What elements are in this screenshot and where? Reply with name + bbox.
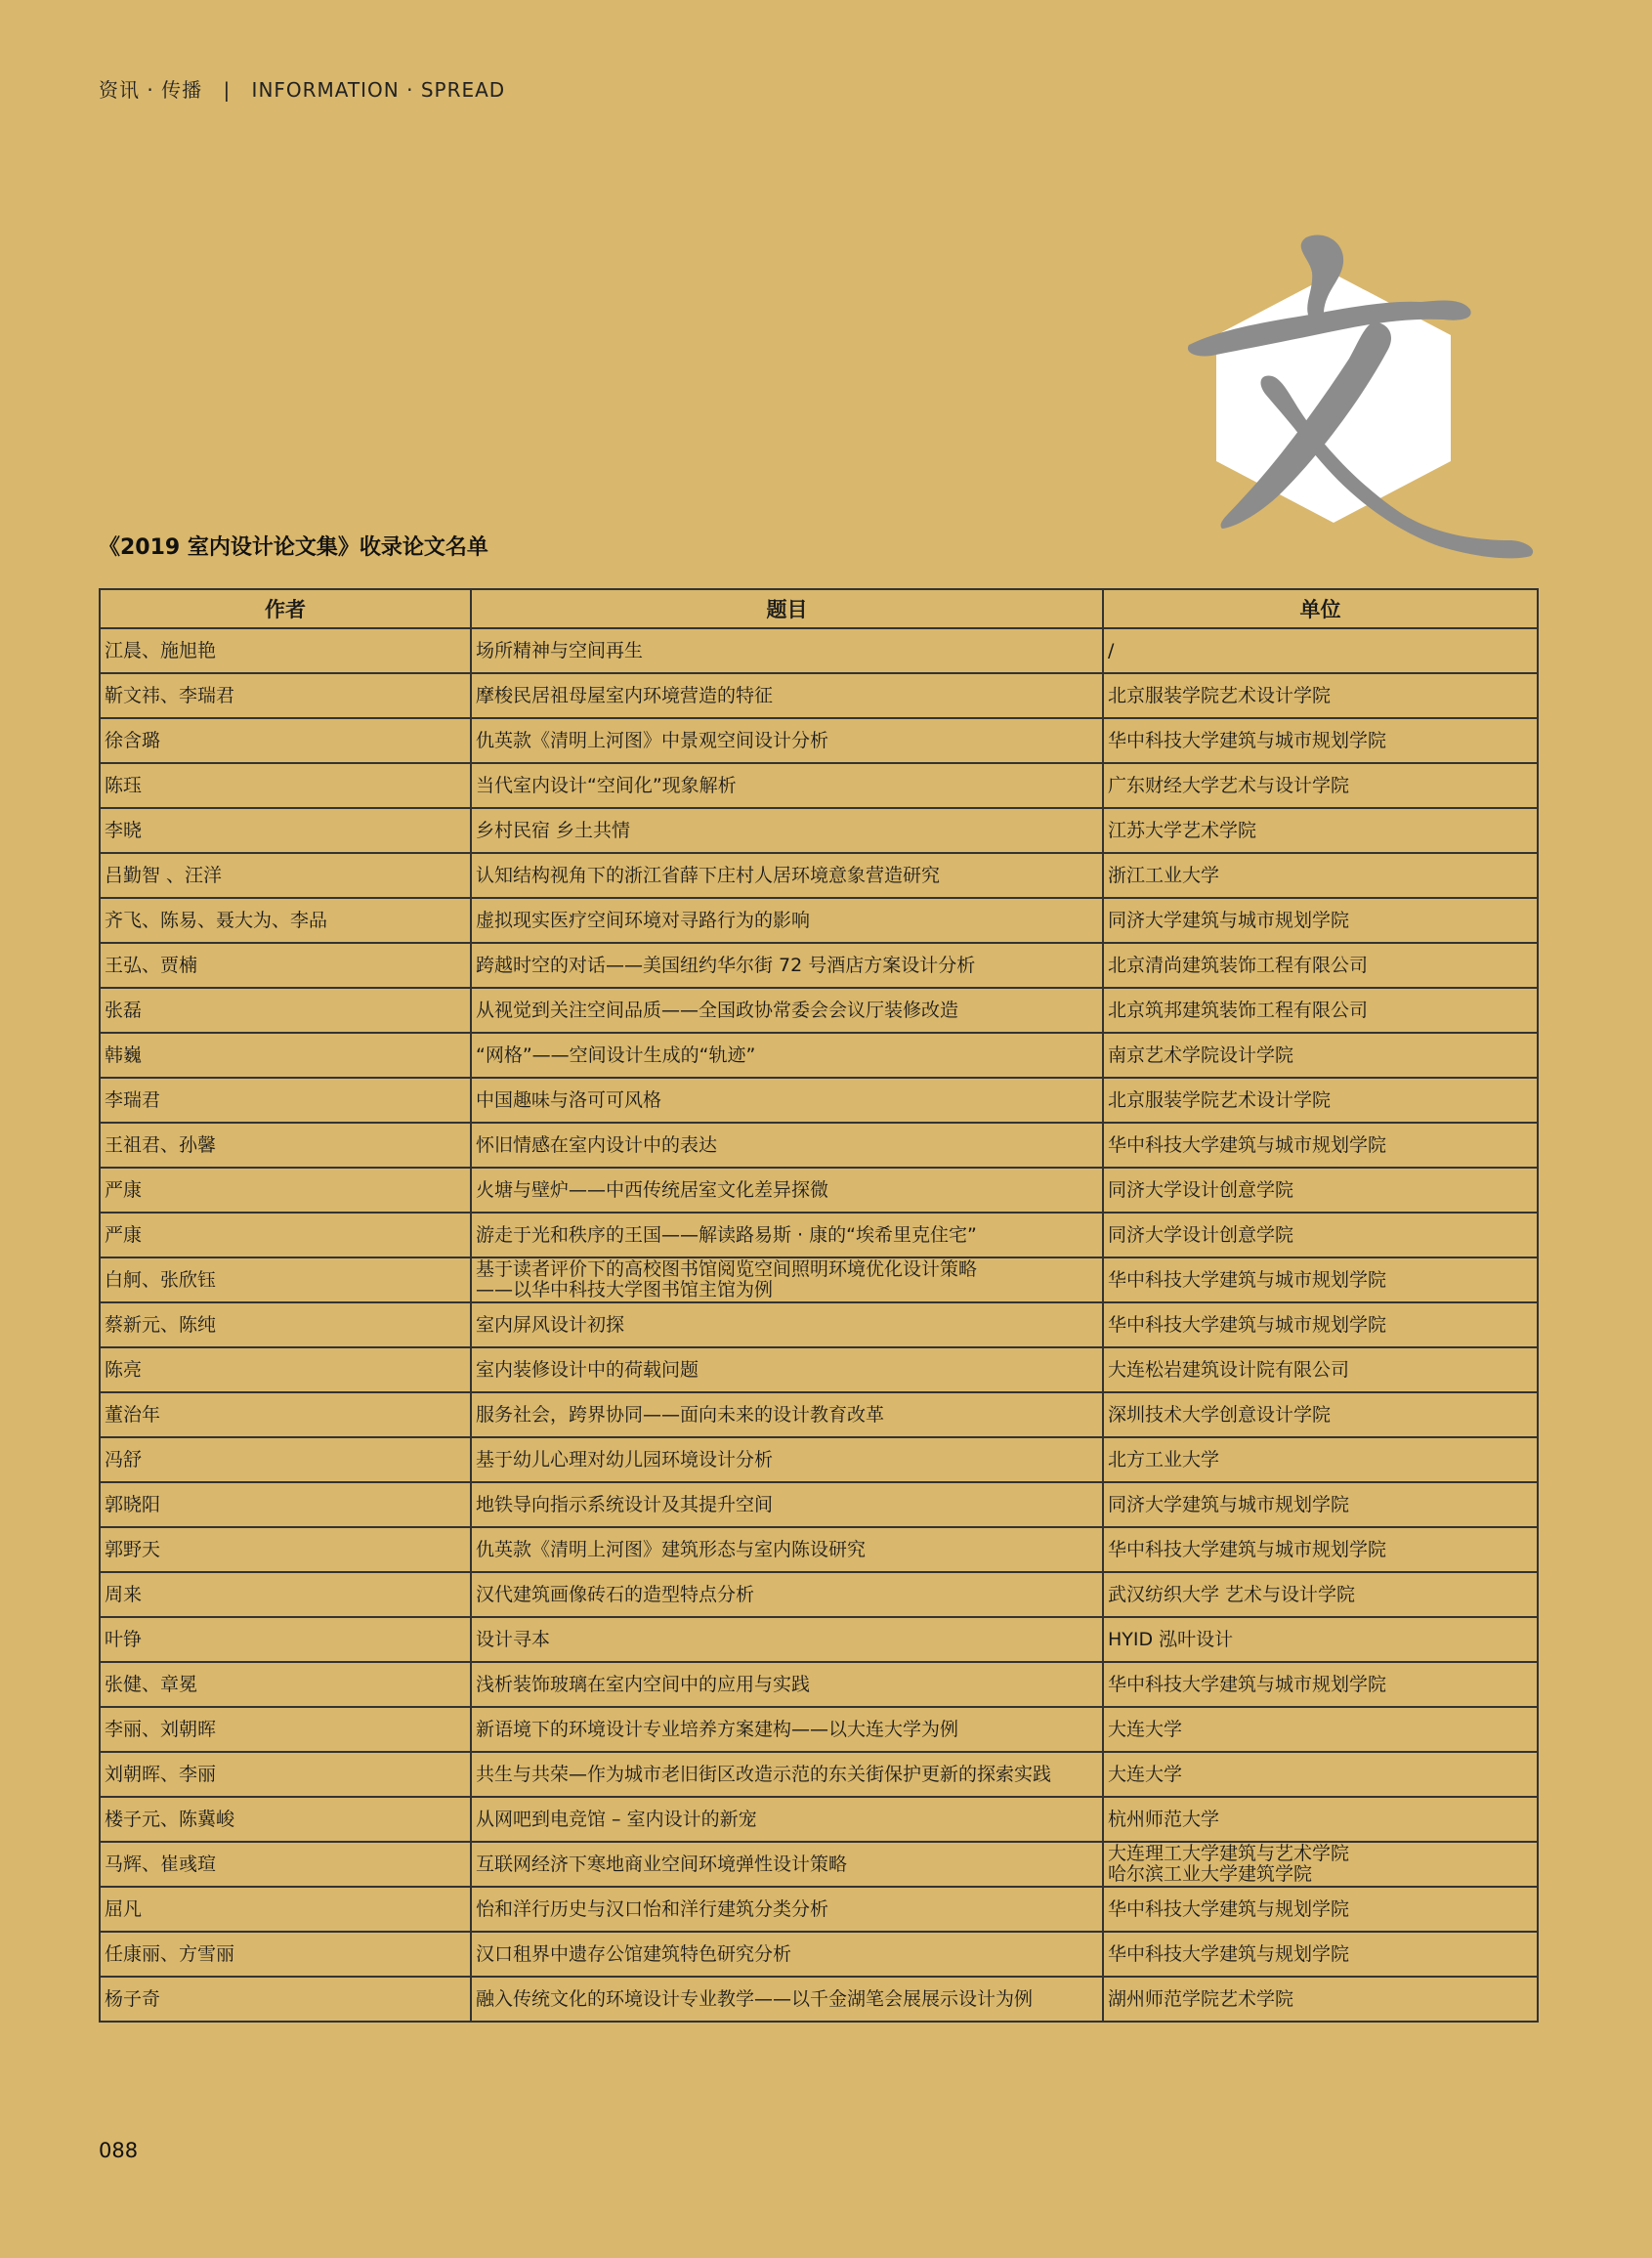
affiliation-cell: 大连理工大学建筑与艺术学院 哈尔滨工业大学建筑学院 xyxy=(1103,1842,1538,1887)
affiliation-cell: HYID 泓叶设计 xyxy=(1103,1617,1538,1662)
author-cell: 李瑞君 xyxy=(100,1078,471,1123)
author-cell: 张磊 xyxy=(100,988,471,1033)
author-cell: 齐飞、陈易、聂大为、李品 xyxy=(100,898,471,943)
author-cell: 王弘、贾楠 xyxy=(100,943,471,988)
table-row xyxy=(100,1257,1538,1302)
table-row xyxy=(100,1302,1538,1347)
author-cell: 郭晓阳 xyxy=(100,1482,471,1527)
affiliation-cell: 湖州师范学院艺术学院 xyxy=(1103,1977,1538,2022)
author-cell: 李晓 xyxy=(100,808,471,853)
affiliation-cell: 大连大学 xyxy=(1103,1752,1538,1797)
title-cell: 游走于光和秩序的王国——解读路易斯 · 康的“埃希里克住宅” xyxy=(471,1213,1103,1257)
table-row xyxy=(100,1977,1538,2022)
table-title: 《2019 室内设计论文集》收录论文名单 xyxy=(99,535,488,560)
page-number: 088 xyxy=(99,2139,139,2162)
title-cell: 室内屏风设计初探 xyxy=(471,1302,1103,1347)
title-cell: “网格”——空间设计生成的“轨迹” xyxy=(471,1033,1103,1078)
author-cell: 董治年 xyxy=(100,1392,471,1437)
table-row xyxy=(100,1662,1538,1707)
table-row xyxy=(100,718,1538,763)
table-row xyxy=(100,1123,1538,1168)
title-cell: 融入传统文化的环境设计专业教学——以千金湖笔会展展示设计为例 xyxy=(471,1977,1103,2022)
affiliation-cell: 武汉纺织大学 艺术与设计学院 xyxy=(1103,1572,1538,1617)
author-cell: 冯舒 xyxy=(100,1437,471,1482)
table-row xyxy=(100,1842,1538,1887)
affiliation-cell: / xyxy=(1103,628,1538,673)
title-cell: 浅析装饰玻璃在室内空间中的应用与实践 xyxy=(471,1662,1103,1707)
affiliation-cell: 北京服装学院艺术设计学院 xyxy=(1103,1078,1538,1123)
author-cell: 叶铮 xyxy=(100,1617,471,1662)
author-cell: 靳文祎、李瑞君 xyxy=(100,673,471,718)
title-cell: 摩梭民居祖母屋室内环境营造的特征 xyxy=(471,673,1103,718)
table-row xyxy=(100,1347,1538,1392)
author-cell: 陈珏 xyxy=(100,763,471,808)
table-row xyxy=(100,1932,1538,1977)
author-cell: 李丽、刘朝晖 xyxy=(100,1707,471,1752)
title-cell: 基于读者评价下的高校图书馆阅览空间照明环境优化设计策略 ——以华中科技大学图书馆主馆为例 xyxy=(471,1257,1103,1302)
wen-calligraphy-emblem xyxy=(1177,230,1544,562)
affiliation-cell: 大连松岩建筑设计院有限公司 xyxy=(1103,1347,1538,1392)
title-cell: 室内装修设计中的荷载问题 xyxy=(471,1347,1103,1392)
affiliation-cell: 华中科技大学建筑与城市规划学院 xyxy=(1103,1662,1538,1707)
title-cell: 互联网经济下寒地商业空间环境弹性设计策略 xyxy=(471,1842,1103,1887)
affiliation-cell: 华中科技大学建筑与城市规划学院 xyxy=(1103,1123,1538,1168)
affiliation-cell: 同济大学建筑与城市规划学院 xyxy=(1103,1482,1538,1527)
title-cell: 场所精神与空间再生 xyxy=(471,628,1103,673)
title-cell: 设计寻本 xyxy=(471,1617,1103,1662)
title-cell: 汉口租界中遗存公馆建筑特色研究分析 xyxy=(471,1932,1103,1977)
table-row xyxy=(100,1617,1538,1662)
table-row xyxy=(100,988,1538,1033)
table-row xyxy=(100,1797,1538,1842)
title-cell: 仇英款《清明上河图》建筑形态与室内陈设研究 xyxy=(471,1527,1103,1572)
author-cell: 王祖君、孙馨 xyxy=(100,1123,471,1168)
table-row xyxy=(100,1168,1538,1213)
table-row xyxy=(100,898,1538,943)
running-header xyxy=(99,74,505,103)
author-cell: 徐含璐 xyxy=(100,718,471,763)
table-row xyxy=(100,673,1538,718)
affiliation-cell: 华中科技大学建筑与规划学院 xyxy=(1103,1887,1538,1932)
affiliation-cell: 北京服装学院艺术设计学院 xyxy=(1103,673,1538,718)
affiliation-cell: 江苏大学艺术学院 xyxy=(1103,808,1538,853)
title-cell: 从视觉到关注空间品质——全国政协常委会会议厅装修改造 xyxy=(471,988,1103,1033)
affiliation-cell: 北京清尚建筑装饰工程有限公司 xyxy=(1103,943,1538,988)
table-row xyxy=(100,763,1538,808)
author-cell: 陈亮 xyxy=(100,1347,471,1392)
table-row xyxy=(100,1392,1538,1437)
title-cell: 中国趣味与洛可可风格 xyxy=(471,1078,1103,1123)
affiliation-cell: 华中科技大学建筑与城市规划学院 xyxy=(1103,1257,1538,1302)
table-row xyxy=(100,1033,1538,1078)
affiliation-cell: 杭州师范大学 xyxy=(1103,1797,1538,1842)
author-cell: 严康 xyxy=(100,1213,471,1257)
table-row xyxy=(100,1707,1538,1752)
title-cell: 仇英款《清明上河图》中景观空间设计分析 xyxy=(471,718,1103,763)
author-cell: 白舸、张欣钰 xyxy=(100,1257,471,1302)
author-cell: 郭野天 xyxy=(100,1527,471,1572)
title-cell: 服务社会，跨界协同——面向未来的设计教育改革 xyxy=(471,1392,1103,1437)
table-row xyxy=(100,853,1538,898)
affiliation-cell: 华中科技大学建筑与城市规划学院 xyxy=(1103,718,1538,763)
author-cell: 马辉、崔彧瑄 xyxy=(100,1842,471,1887)
affiliation-cell: 华中科技大学建筑与规划学院 xyxy=(1103,1932,1538,1977)
table-row xyxy=(100,943,1538,988)
title-cell: 跨越时空的对话——美国纽约华尔街 72 号酒店方案设计分析 xyxy=(471,943,1103,988)
table-row xyxy=(100,1572,1538,1617)
author-cell: 杨子奇 xyxy=(100,1977,471,2022)
author-cell: 江晨、施旭艳 xyxy=(100,628,471,673)
author-cell: 楼子元、陈冀峻 xyxy=(100,1797,471,1842)
author-cell: 吕勤智 、汪洋 xyxy=(100,853,471,898)
table-row xyxy=(100,1437,1538,1482)
papers-table xyxy=(99,588,1539,2023)
title-cell: 怡和洋行历史与汉口怡和洋行建筑分类分析 xyxy=(471,1887,1103,1932)
affiliation-cell: 浙江工业大学 xyxy=(1103,853,1538,898)
affiliation-cell: 广东财经大学艺术与设计学院 xyxy=(1103,763,1538,808)
author-cell: 任康丽、方雪丽 xyxy=(100,1932,471,1977)
table-row xyxy=(100,1482,1538,1527)
author-cell: 严康 xyxy=(100,1168,471,1213)
section-name-cn: 资讯 · 传播 xyxy=(99,78,203,102)
column-header-author: 作者 xyxy=(100,589,471,628)
table-row xyxy=(100,1213,1538,1257)
affiliation-cell: 同济大学设计创意学院 xyxy=(1103,1213,1538,1257)
title-cell: 认知结构视角下的浙江省薛下庄村人居环境意象营造研究 xyxy=(471,853,1103,898)
table-body xyxy=(100,628,1538,2022)
title-cell: 火塘与壁炉——中西传统居室文化差异探微 xyxy=(471,1168,1103,1213)
author-cell: 韩巍 xyxy=(100,1033,471,1078)
header-separator: | xyxy=(223,78,232,102)
title-cell: 新语境下的环境设计专业培养方案建构——以大连大学为例 xyxy=(471,1707,1103,1752)
title-cell: 地铁导向指示系统设计及其提升空间 xyxy=(471,1482,1103,1527)
table-header-row xyxy=(100,589,1538,628)
affiliation-cell: 北方工业大学 xyxy=(1103,1437,1538,1482)
author-cell: 张健、章冕 xyxy=(100,1662,471,1707)
author-cell: 蔡新元、陈纯 xyxy=(100,1302,471,1347)
affiliation-cell: 大连大学 xyxy=(1103,1707,1538,1752)
column-header-title: 题目 xyxy=(471,589,1103,628)
table-row xyxy=(100,628,1538,673)
title-cell: 基于幼儿心理对幼儿园环境设计分析 xyxy=(471,1437,1103,1482)
title-cell: 虚拟现实医疗空间环境对寻路行为的影响 xyxy=(471,898,1103,943)
table-row xyxy=(100,1752,1538,1797)
affiliation-cell: 华中科技大学建筑与城市规划学院 xyxy=(1103,1302,1538,1347)
author-cell: 周来 xyxy=(100,1572,471,1617)
title-cell: 怀旧情感在室内设计中的表达 xyxy=(471,1123,1103,1168)
author-cell: 屈凡 xyxy=(100,1887,471,1932)
affiliation-cell: 同济大学建筑与城市规划学院 xyxy=(1103,898,1538,943)
table-row xyxy=(100,1887,1538,1932)
title-cell: 从网吧到电竞馆 – 室内设计的新宠 xyxy=(471,1797,1103,1842)
affiliation-cell: 华中科技大学建筑与城市规划学院 xyxy=(1103,1527,1538,1572)
title-cell: 当代室内设计“空间化”现象解析 xyxy=(471,763,1103,808)
column-header-affiliation: 单位 xyxy=(1103,589,1538,628)
table-row xyxy=(100,1527,1538,1572)
author-cell: 刘朝晖、李丽 xyxy=(100,1752,471,1797)
affiliation-cell: 深圳技术大学创意设计学院 xyxy=(1103,1392,1538,1437)
affiliation-cell: 同济大学设计创意学院 xyxy=(1103,1168,1538,1213)
affiliation-cell: 南京艺术学院设计学院 xyxy=(1103,1033,1538,1078)
table-row xyxy=(100,1078,1538,1123)
title-cell: 乡村民宿 乡土共情 xyxy=(471,808,1103,853)
title-cell: 汉代建筑画像砖石的造型特点分析 xyxy=(471,1572,1103,1617)
title-cell: 共生与共荣—作为城市老旧街区改造示范的东关街保护更新的探索实践 xyxy=(471,1752,1103,1797)
section-name-en: INFORMATION · SPREAD xyxy=(251,78,506,102)
affiliation-cell: 北京筑邦建筑装饰工程有限公司 xyxy=(1103,988,1538,1033)
table-row xyxy=(100,808,1538,853)
